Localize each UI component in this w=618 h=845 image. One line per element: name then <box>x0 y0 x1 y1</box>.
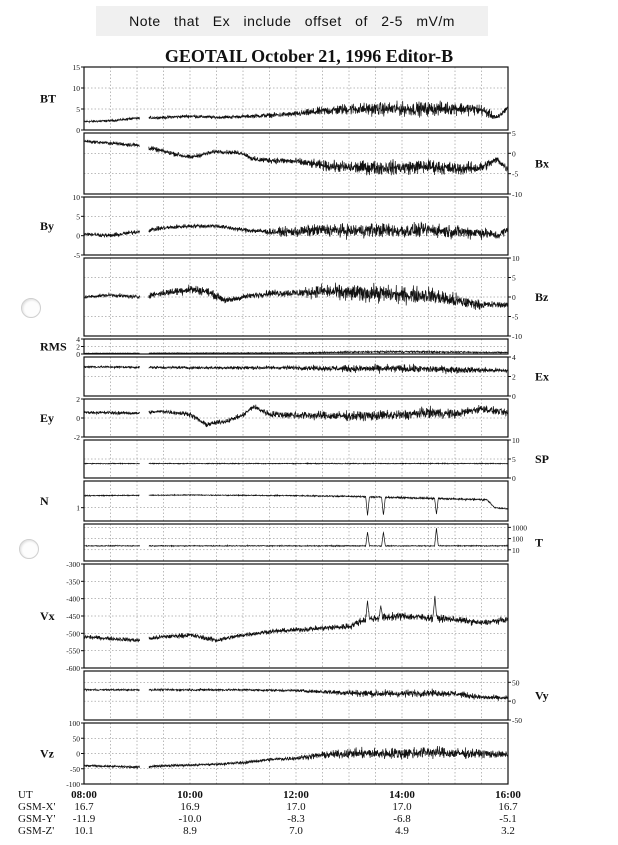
ephemeris-value: 7.0 <box>289 825 303 837</box>
panel-label-vy: Vy <box>535 688 549 703</box>
ut-tick-label: 14:00 <box>389 789 415 801</box>
tick-label-bx: -5 <box>512 169 519 179</box>
tick-label-vx: -300 <box>66 560 80 569</box>
ephemeris-value: 3.2 <box>501 825 515 837</box>
ut-tick-label: 08:00 <box>71 789 97 801</box>
tick-label-bt: 15 <box>72 63 80 72</box>
tick-label-sp: 5 <box>512 455 516 464</box>
ephemeris-row-label: GSM-Y' <box>18 813 56 825</box>
tick-label-ex: 0 <box>512 392 516 401</box>
tick-label-vz: 100 <box>68 719 80 728</box>
ephemeris-value: 4.9 <box>395 825 409 837</box>
tick-label-ey: -2 <box>73 433 80 442</box>
tick-label-bt: 5 <box>76 105 80 114</box>
tick-label-vz: -50 <box>70 764 80 774</box>
ephemeris-value: -11.9 <box>72 813 96 825</box>
ephemeris-value: 16.7 <box>74 801 94 813</box>
tick-label-rms: 2 <box>76 342 80 352</box>
panel-label-ey: Ey <box>40 411 55 425</box>
tick-label-bz: 5 <box>512 273 516 283</box>
panel-label-rms: RMS <box>40 339 67 354</box>
tick-label-by: 0 <box>76 231 80 241</box>
ephemeris-row-label: GSM-X' <box>18 801 56 813</box>
ut-tick-label: 16:00 <box>495 789 521 801</box>
ephemeris-value: -8.3 <box>287 813 305 825</box>
tick-label-ey: 0 <box>76 414 80 423</box>
tick-label-vy: -50 <box>512 716 522 725</box>
tick-label-vx: -400 <box>66 594 80 604</box>
tick-label-bx: 0 <box>512 149 516 159</box>
tick-label-t: 1000 <box>512 523 527 533</box>
panel-label-by: By <box>40 219 55 233</box>
tick-label-vz: 50 <box>72 734 80 744</box>
tick-label-bt: 10 <box>72 84 80 93</box>
tick-label-vx: -600 <box>66 664 80 673</box>
ephemeris-value: 10.1 <box>74 825 94 837</box>
ephemeris-value: 8.9 <box>183 825 197 837</box>
tick-label-rms: 4 <box>76 335 80 344</box>
tick-label-n: 1 <box>76 503 80 513</box>
offset-note: Note that Ex include offset of 2-5 mV/m <box>96 6 488 36</box>
tick-label-vx: -450 <box>66 612 80 621</box>
series-line-sp <box>84 463 508 464</box>
chart-title: GEOTAIL October 21, 1996 Editor-B <box>164 46 454 66</box>
ephemeris-value: -6.8 <box>393 813 411 825</box>
series-line-rms <box>84 351 508 354</box>
tick-label-t: 10 <box>512 545 520 555</box>
tick-label-sp: 10 <box>512 436 520 445</box>
tick-label-vz: 0 <box>76 749 80 759</box>
tick-label-bz: 0 <box>512 293 516 302</box>
tick-label-vx: -550 <box>66 646 80 656</box>
tick-label-rms: 0 <box>76 350 80 359</box>
panel-label-vx: Vx <box>40 609 55 623</box>
tick-label-bx: 5 <box>512 129 516 138</box>
tick-label-by: 5 <box>76 212 80 222</box>
ephemeris-value: -10.0 <box>178 813 202 825</box>
panel-label-bz: Bz <box>535 290 549 304</box>
panel-label-vz: Vz <box>40 746 54 761</box>
tick-label-ey: 2 <box>76 395 80 404</box>
ut-tick-label: 10:00 <box>177 789 203 801</box>
ephemeris-value: 16.7 <box>498 801 518 813</box>
panel-frame-n <box>84 481 508 521</box>
tick-label-vy: 50 <box>512 678 520 688</box>
ephemeris-value: -5.1 <box>499 813 517 825</box>
ephemeris-row-label: GSM-Z' <box>18 825 55 837</box>
series-line-by <box>84 222 508 240</box>
panel-label-bt: BT <box>40 91 57 106</box>
panel-label-t: T <box>535 535 544 550</box>
series-line-bt <box>84 101 508 123</box>
tick-label-by: 10 <box>72 193 80 202</box>
tick-label-vx: -350 <box>66 577 80 587</box>
ephemeris-value: 17.0 <box>392 801 412 813</box>
tick-label-ex: 4 <box>512 353 516 362</box>
ephemeris-row-label: UT <box>18 789 33 801</box>
tick-label-vz: -100 <box>66 780 80 789</box>
series-line-t <box>84 528 508 546</box>
tick-label-ex: 2 <box>512 372 516 382</box>
ephemeris-value: 16.9 <box>180 801 200 813</box>
panel-label-bx: Bx <box>535 156 550 171</box>
series-line-n <box>84 495 508 516</box>
tick-label-t: 100 <box>512 534 524 544</box>
panel-label-ex: Ex <box>535 369 550 384</box>
tick-label-bt: 0 <box>76 126 80 135</box>
ut-tick-label: 12:00 <box>283 789 309 801</box>
tick-label-vx: -500 <box>66 629 80 639</box>
tick-label-bz: 10 <box>512 254 520 263</box>
tick-label-sp: 0 <box>512 474 516 483</box>
panel-label-sp: SP <box>535 452 550 466</box>
ephemeris-value: 17.0 <box>286 801 306 813</box>
tick-label-bz: -10 <box>512 332 522 341</box>
tick-label-bz: -5 <box>512 312 519 322</box>
tick-label-bx: -10 <box>512 190 522 199</box>
tick-label-vy: 0 <box>512 697 516 707</box>
tick-label-by: -5 <box>73 251 80 260</box>
panel-label-n: N <box>40 494 49 508</box>
